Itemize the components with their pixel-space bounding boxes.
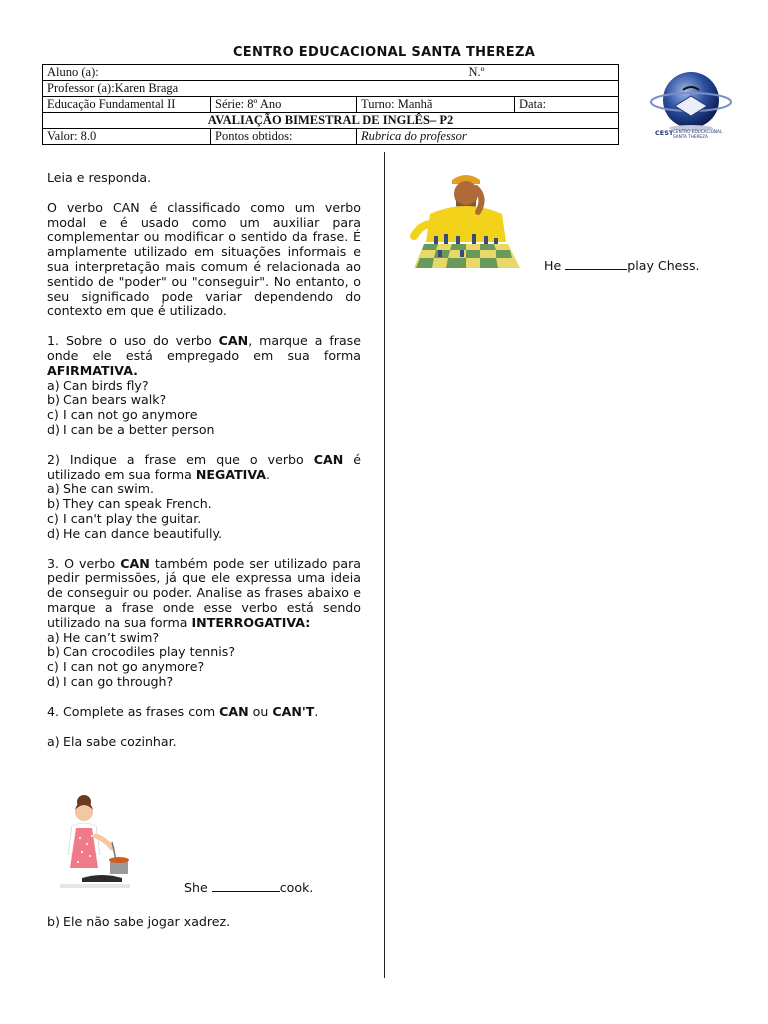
header-table — [42, 64, 619, 145]
q4-item-a — [47, 735, 361, 750]
value-field: Valor: 8.0 — [43, 129, 211, 145]
date-field: Data: — [515, 97, 619, 113]
item-text: Ele não sabe jogar xadrez. — [63, 914, 231, 929]
option-item[interactable] — [47, 631, 361, 646]
option-letter: c) — [47, 510, 59, 526]
intro-paragraph: O verbo CAN é classificado como um verbo modal e é usado como um auxiliar para complementar ou modificar o sentido da frase. É amplamente utilizado em situações informais e sua interpretação mais comum é relacionada ao sentido de "poder" ou "conseguir". No entanto, o seu significado pode variar dependendo do contexto em que é utilizado. — [47, 199, 361, 319]
q4-period: . — [314, 703, 319, 719]
student-label: Aluno (a): — [47, 65, 99, 79]
question-1 — [47, 334, 361, 378]
option-letter: d) — [47, 525, 60, 541]
sentence-start: He — [544, 258, 566, 273]
column-divider — [384, 152, 385, 978]
option-text: She can swim. — [63, 481, 154, 497]
option-text: Can bears walk? — [63, 392, 167, 408]
option-text: Can birds fly? — [63, 377, 149, 393]
points-field: Pontos obtidos: — [211, 129, 357, 145]
option-text: I can go through? — [63, 673, 174, 689]
option-letter: a) — [47, 481, 60, 497]
q2-period: . — [266, 466, 271, 482]
cooking-illustration — [52, 792, 132, 894]
option-item[interactable] — [47, 393, 361, 408]
option-text: He can’t swim? — [63, 629, 160, 645]
exam-title: AVALIAÇÃO BIMESTRAL DE INGLÊS– P2 — [43, 113, 619, 129]
logo-acronym: CEST — [655, 129, 674, 137]
option-text: I can't play the guitar. — [63, 510, 202, 526]
q2-options — [47, 482, 361, 541]
school-logo — [645, 66, 735, 148]
q3-options — [47, 631, 361, 690]
option-text: I can be a better person — [63, 421, 215, 437]
option-item[interactable] — [47, 497, 361, 512]
option-item[interactable] — [47, 527, 361, 542]
grade-field: Série: 8º Ano — [211, 97, 357, 113]
option-letter: a) — [47, 629, 60, 645]
option-text: I can not go anymore? — [63, 659, 205, 675]
q3-form: INTERROGATIVA: — [191, 614, 311, 630]
option-letter: d) — [47, 421, 60, 437]
option-text: I can not go anymore — [63, 407, 198, 423]
q2-keyword: CAN — [313, 451, 344, 467]
sentence-b — [544, 258, 700, 273]
chess-illustration — [408, 170, 524, 270]
level-field: Educação Fundamental II — [43, 97, 211, 113]
item-letter: a) — [47, 733, 60, 749]
sentence-end: play Chess. — [627, 258, 700, 273]
option-item[interactable] — [47, 512, 361, 527]
sentence-end: cook. — [279, 880, 314, 895]
left-column — [47, 171, 361, 749]
teacher-field: Professor (a):Karen Braga — [43, 81, 619, 97]
option-text: They can speak French. — [63, 496, 212, 512]
q1-text: 1. Sobre o uso do verbo — [47, 333, 219, 349]
answer-blank-b[interactable] — [565, 258, 627, 270]
question-3 — [47, 557, 361, 631]
man-playing-chess-icon — [408, 170, 524, 270]
q3-keyword: CAN — [120, 555, 150, 571]
answer-blank-a[interactable] — [212, 880, 280, 892]
item-letter: b) — [47, 914, 60, 929]
sentence-start: She — [184, 880, 212, 895]
q4-item-b — [47, 915, 361, 930]
option-item[interactable] — [47, 660, 361, 675]
logo-caption: CENTRO EDUCACIONAL SANTA THEREZA — [673, 129, 723, 139]
q2-text-2: é utilizado em sua forma — [47, 451, 361, 482]
q4-keyword-can: CAN — [219, 703, 249, 719]
teacher-signature-field: Rubrica do professor — [357, 129, 619, 145]
question-4 — [47, 705, 361, 720]
option-item[interactable] — [47, 379, 361, 394]
instruction-text: Leia e responda. — [47, 170, 152, 185]
option-letter: b) — [47, 496, 60, 512]
sentence-a — [184, 880, 313, 895]
number-label: N.º — [468, 65, 485, 79]
option-letter: b) — [47, 392, 60, 408]
option-item[interactable] — [47, 482, 361, 497]
q1-keyword: CAN — [218, 333, 249, 349]
q1-options — [47, 379, 361, 438]
q4-text-2: ou — [248, 703, 273, 719]
option-letter: a) — [47, 377, 60, 393]
q1-form: AFIRMATIVA. — [47, 362, 138, 378]
q1-text-2: , marque a frase onde ele está empregado em sua forma — [47, 333, 361, 363]
option-item[interactable] — [47, 675, 361, 690]
woman-cooking-icon — [52, 792, 132, 894]
option-item[interactable] — [47, 423, 361, 438]
option-text: Can crocodiles play tennis? — [63, 644, 236, 660]
q3-text-2: também pode ser utilizado para pedir permissões, já que ele expressa uma ideia de conseguir ou poder. Analise as frases abaixo e marque a frase onde esse verbo está sendo utilizado na sua forma — [47, 555, 361, 630]
q2-text: 2) Indique a frase em que o verbo — [47, 451, 314, 467]
q4-text: 4. Complete as frases com — [47, 703, 220, 719]
option-letter: c) — [47, 659, 59, 675]
q3-text: 3. O verbo — [47, 555, 121, 571]
q4-keyword-cant: CAN'T — [272, 703, 315, 719]
item-text: Ela sabe cozinhar. — [63, 733, 177, 749]
school-name: CENTRO EDUCACIONAL SANTA THEREZA — [232, 45, 536, 60]
student-row — [43, 65, 619, 81]
option-item[interactable] — [47, 408, 361, 423]
shift-field: Turno: Manhã — [357, 97, 515, 113]
q2-form: NEGATIVA — [195, 466, 266, 482]
option-letter: c) — [47, 407, 59, 423]
option-item[interactable] — [47, 645, 361, 660]
option-letter: d) — [47, 673, 60, 689]
option-letter: b) — [47, 644, 60, 660]
option-text: He can dance beautifully. — [63, 525, 223, 541]
question-2 — [47, 453, 361, 483]
